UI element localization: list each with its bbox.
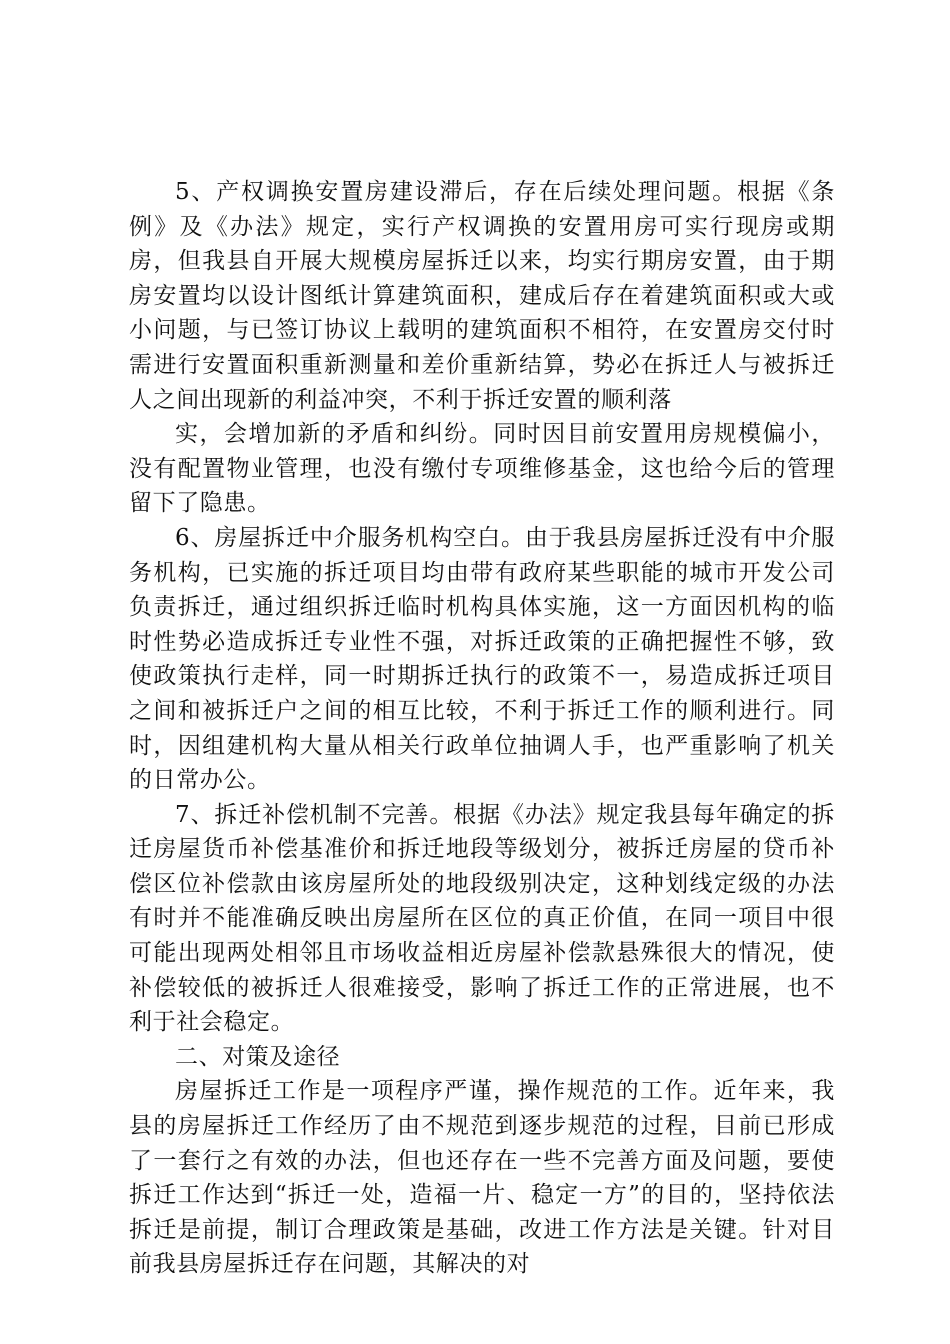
- paragraph-countermeasures: 房屋拆迁工作是一项程序严谨，操作规范的工作。近年来，我县的房屋拆迁工作经历了由不规范到逐步规范的过程，目前已形成了一套行之有效的办法，但也还存在一些不完善方面及问题，要使拆迁工作达到“拆迁一处，造福一片、稳定一方”的目的，坚持依法拆迁是前提，制订合理政策是基础，改进工作方法是关键。针对目前我县房屋拆迁存在问题，其解决的对: [129, 1078, 835, 1278]
- paragraph-item-5-continued: 实，会增加新的矛盾和纠纷。同时因目前安置用房规模偏小，没有配置物业管理，也没有缴付专项维修基金，这也给今后的管理留下了隐患。: [129, 421, 835, 517]
- paragraph-item-5: 5、产权调换安置房建设滞后，存在后续处理问题。根据《条例》及《办法》规定，实行产权调换的安置用房可实行现房或期房，但我县自开展大规模房屋拆迁以来，均实行期房安置，由于期房安置均以设计图纸计算建筑面积，建成后存在着建筑面积或大或小问题，与已签订协议上载明的建筑面积不相符，在安置房交付时需进行安置面积重新测量和差价重新结算，势必在拆迁人与被拆迁人之间出现新的利益冲突，不利于拆迁安置的顺利落: [129, 179, 835, 413]
- section-heading: 二、对策及途径: [175, 1043, 341, 1070]
- paragraph-item-7: 7、拆迁补偿机制不完善。根据《办法》规定我县每年确定的拆迁房屋货币补偿基准价和拆迁地段等级划分，被拆迁房屋的贷币补偿区位补偿款由该房屋所处的地段级别决定，这种划线定级的办法有时并不能准确反映出房屋所在区位的真正价值，在同一项目中很可能出现两处相邻且市场收益相近房屋补偿款悬殊很大的情况，使补偿较低的被拆迁人很难接受，影响了拆迁工作的正常进展，也不利于社会稳定。: [129, 801, 835, 1036]
- paragraph-item-6: 6、房屋拆迁中介服务机构空白。由于我县房屋拆迁没有中介服务机构，已实施的拆迁项目均由带有政府某些职能的城市开发公司负责拆迁，通过组织拆迁临时机构具体实施，这一方面因机构的临时性势必造成拆迁专业性不强，对拆迁政策的正确把握性不够，致使政策执行走样，同一时期拆迁执行的政策不一，易造成拆迁项目之间和被拆迁户之间的相互比较，不利于拆迁工作的顺利进行。同时，因组建机构大量从相关行政单位抽调人手，也严重影响了机关的日常办公。: [129, 524, 835, 794]
- document-body: [129, 175, 835, 1282]
